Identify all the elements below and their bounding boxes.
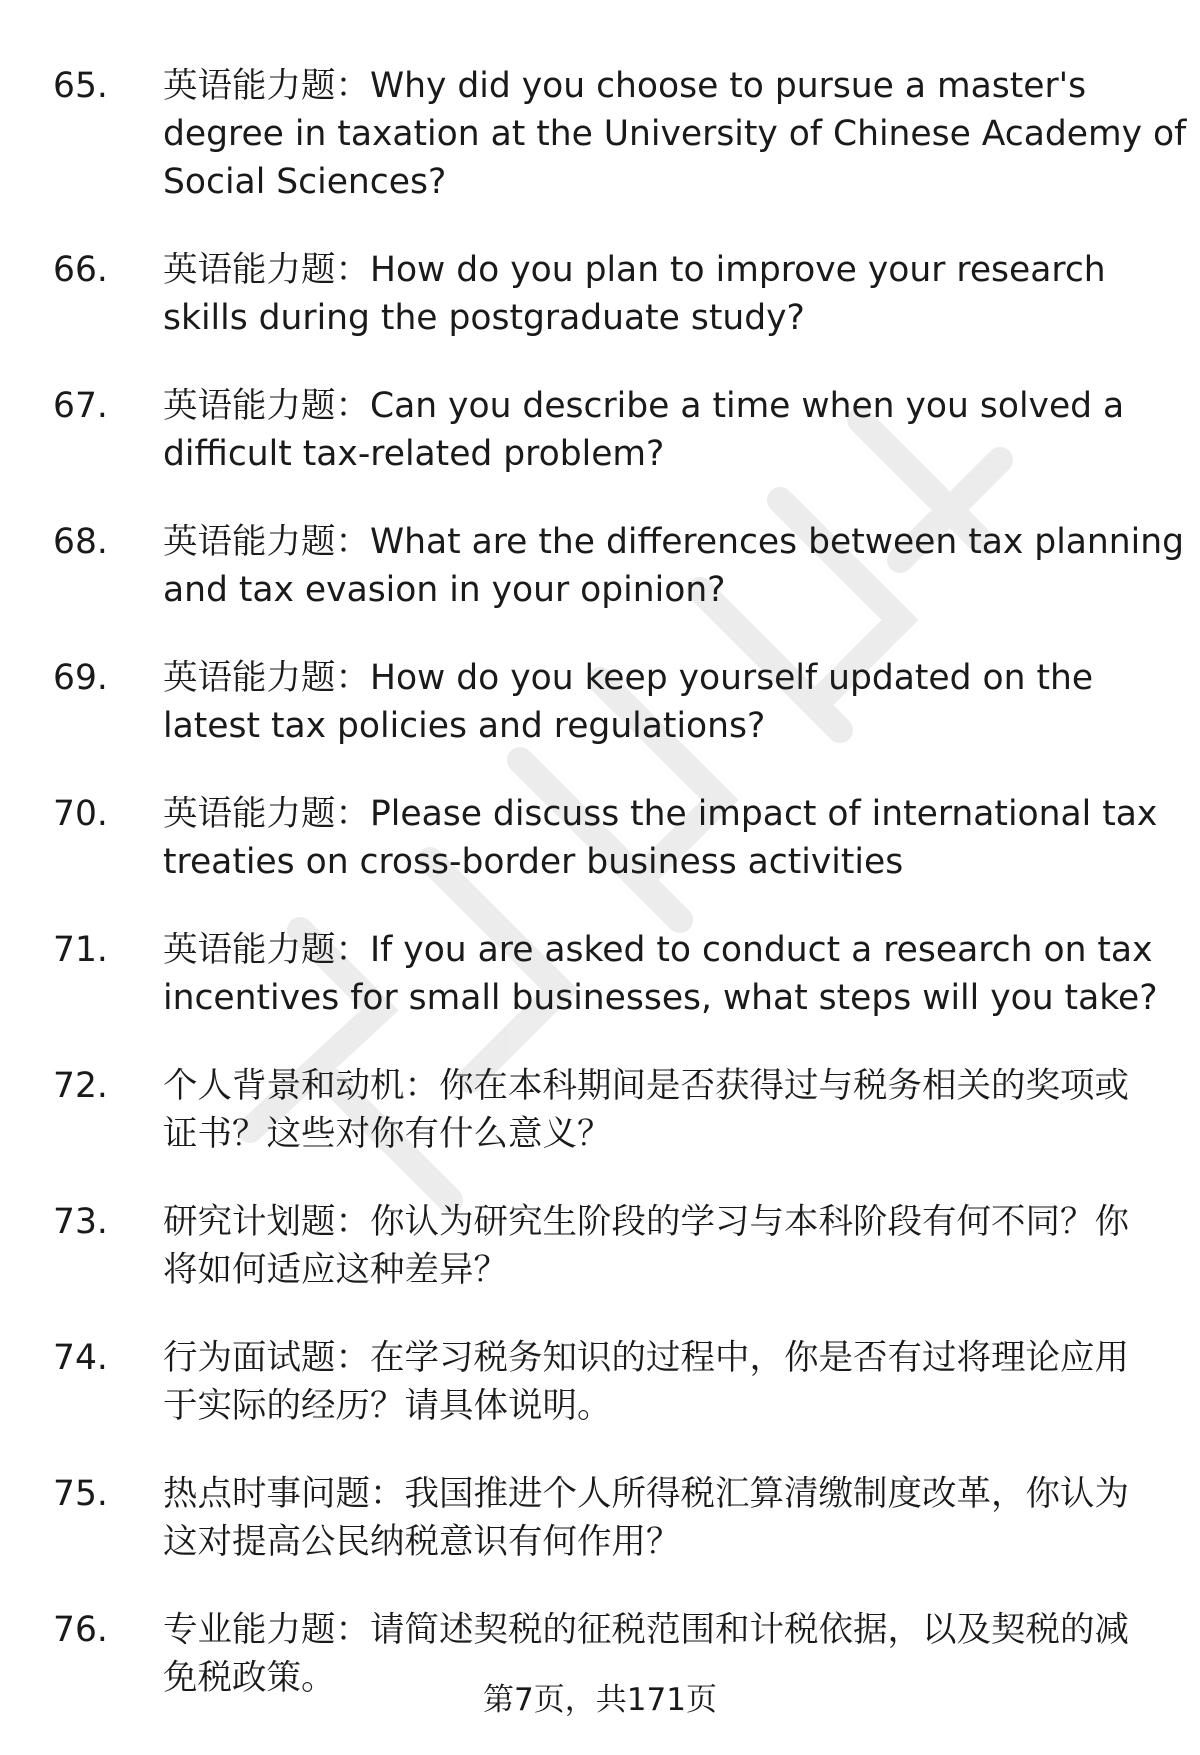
question-text: 个人背景和动机：你在本科期间是否获得过与税务相关的奖项或 证书？这些对你有什么意义？ [163,1066,1129,1154]
question-number: 75. [53,1474,108,1514]
page-number-label: 第7页，共171页 [483,1682,717,1718]
question-text: 研究计划题：你认为研究生阶段的学习与本科阶段有何不同？你 将如何适应这种差异？ [163,1202,1129,1290]
question-number: 74. [53,1338,108,1378]
question-number: 70. [53,794,108,834]
question-text: 英语能力题：Why did you choose to pursue a master's degree in taxation at the University of Chinese Academy of Social Sciences? [163,66,1187,202]
question-number: 72. [53,1066,108,1106]
list-item [0,1062,1200,1158]
question-number: 68. [53,522,108,562]
question-number: 71. [53,930,108,970]
question-text: 行为面试题：在学习税务知识的过程中，你是否有过将理论应用 于实际的经历？请具体说明。 [163,1338,1129,1426]
question-text: 英语能力题：How do you keep yourself updated on the latest tax policies and regulations? [163,658,1094,746]
question-number: 69. [53,658,108,698]
question-text: 英语能力题：Can you describe a time when you solved a difficult tax-related problem? [163,386,1125,474]
question-text: 英语能力题：Please discuss the impact of international tax treaties on cross-border business activities [163,794,1158,882]
list-item [0,1334,1200,1430]
question-text: 热点时事问题：我国推进个人所得税汇算清缴制度改革，你认为 这对提高公民纳税意识有何作用？ [163,1474,1129,1562]
page-footer [0,1680,1200,1720]
question-text: 专业能力题：请简述契税的征税范围和计税依据，以及契税的减 免税政策。 [163,1610,1129,1698]
list-item [0,1470,1200,1566]
question-number: 65. [53,66,108,106]
list-item [0,382,1200,478]
list-item [0,790,1200,886]
question-number: 66. [53,250,108,290]
question-text: 英语能力题：What are the differences between tax planning and tax evasion in your opinion? [163,522,1185,610]
list-item [0,1198,1200,1294]
question-number: 73. [53,1202,108,1242]
list-item [0,246,1200,342]
question-number: 76. [53,1610,108,1650]
list-item [0,654,1200,750]
list-item [0,926,1200,1022]
list-item [0,518,1200,614]
question-text: 英语能力题：How do you plan to improve your research skills during the postgraduate study? [163,250,1106,338]
question-list [0,62,1200,1742]
question-text: 英语能力题：If you are asked to conduct a research on tax incentives for small businesses, what steps will you take? [163,930,1158,1018]
question-number: 67. [53,386,108,426]
list-item [0,62,1200,206]
